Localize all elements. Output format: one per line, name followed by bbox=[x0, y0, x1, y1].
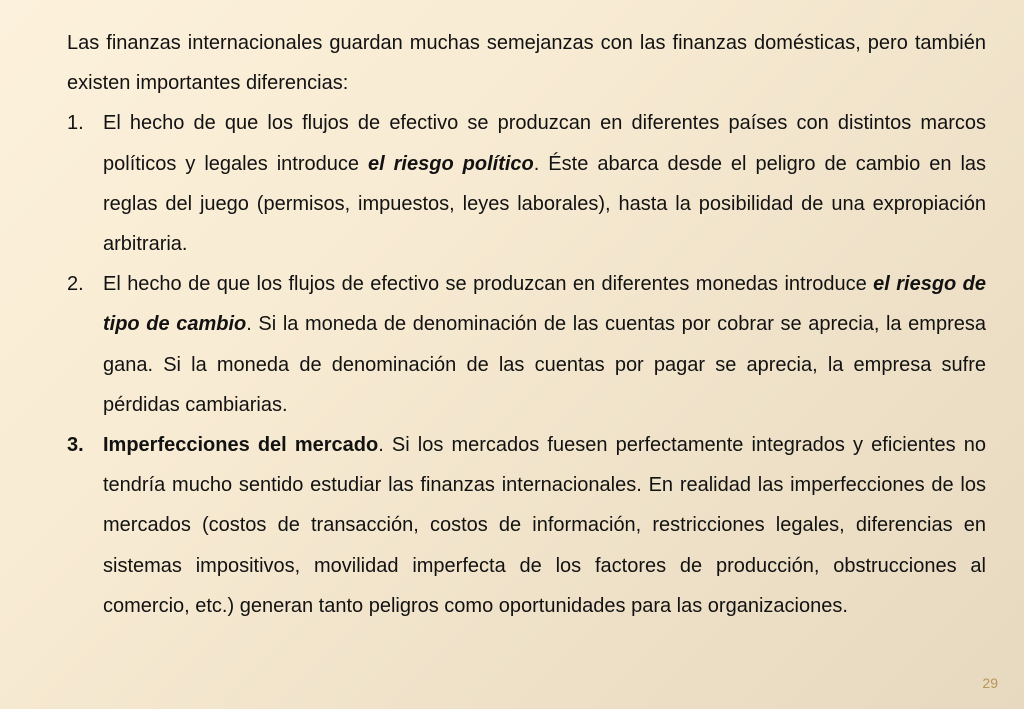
page-number: 29 bbox=[982, 675, 998, 691]
item-text: El hecho de que los flujos de efectivo se produzcan en diferentes monedas introduce bbox=[103, 273, 874, 296]
item-text-continued: . Si los mercados fuesen perfectamente integrados y eficientes no tendría mucho sentido estudiar las finanzas internacionales. En realidad las imperfecciones de los mercados (costos de transacción, costos de información, restricciones legales, diferencias en sistemas impositivos, movilidad imperfecta de los factores de producción, obstrucciones al comercio, etc.) generan tanto peligros como oportunidades para las organizaciones. bbox=[103, 434, 987, 617]
list-item-market-imperfections bbox=[67, 425, 986, 626]
item-number: 3. bbox=[67, 434, 84, 457]
intro-paragraph: Las finanzas internacionales guardan muchas semejanzas con las finanzas domésticas, pero también existen importantes diferencias: bbox=[67, 32, 986, 95]
item-key-term: el riesgo político bbox=[367, 152, 534, 175]
slide-body bbox=[67, 23, 986, 626]
item-text-continued: . Éste abarca desde el peligro de cambio en las reglas del juego (permisos, impuestos, leyes laborales), hasta la posibilidad de una expropiación arbitraria. bbox=[103, 152, 987, 256]
item-number: 1. bbox=[67, 112, 84, 135]
item-key-term: Imperfecciones del mercado bbox=[103, 434, 379, 457]
list-item-political-risk bbox=[67, 103, 986, 264]
difference-list bbox=[67, 103, 986, 626]
list-item-exchange-risk bbox=[67, 264, 986, 425]
item-text-continued: . Si la moneda de denominación de las cuentas por cobrar se aprecia, la empresa gana. Si la moneda de denominación de las cuentas por pagar se aprecia, la empresa sufre pérdidas cambiarias. bbox=[103, 313, 986, 416]
item-key-term: el riesgo de tipo de cambio bbox=[103, 273, 987, 336]
item-text: El hecho de que los flujos de efectivo se produzcan en diferentes países con distintos marcos políticos y legales introduce bbox=[103, 112, 986, 175]
item-number: 2. bbox=[67, 273, 84, 296]
